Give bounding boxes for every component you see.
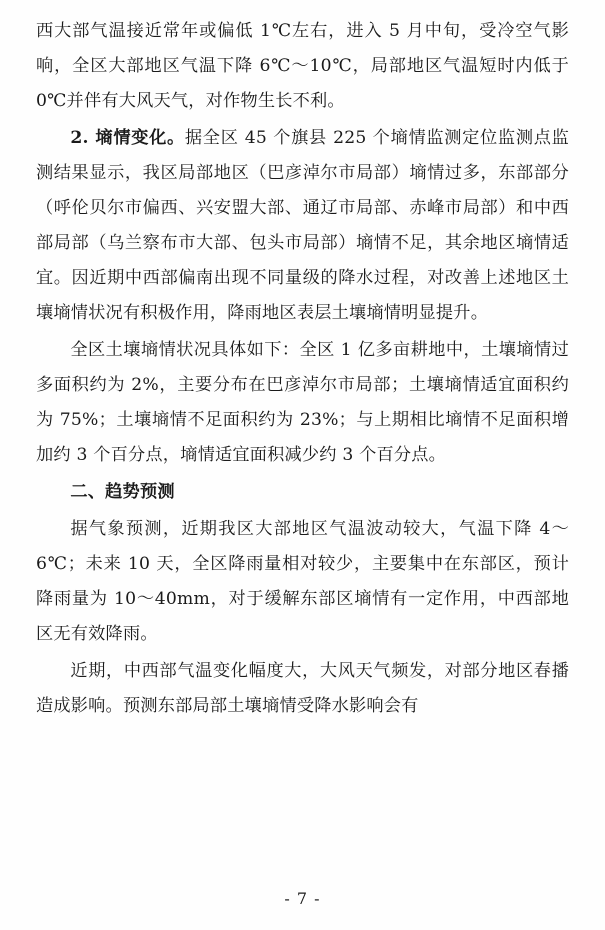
paragraph-moisture-detail: 全区土壤墒情状况具体如下：全区 1 亿多亩耕地中，土壤墒情过多面积约为 2%，主要分布在巴彦淖尔市局部；土壤墒情适宜面积约为 75%；土壤墒情不足面积约为 23%；与上期相比墒情不足面积增加约 3 个百分点，墒情适宜面积减少约 3 个百分点。 <box>36 340 569 465</box>
paragraph-spring-sowing: 近期，中西部气温变化幅度大，大风天气频发，对部分地区春播造成影响。预测东部局部土壤墒情受降水影响会有 <box>36 661 569 716</box>
paragraph-weather-forecast: 据气象预测，近期我区大部地区气温波动较大，气温下降 4～6℃；未来 10 天，全区降雨量相对较少，主要集中在东部区，预计降雨量为 10～40mm，对于缓解东部区墒情有一定作用，中西部地区无有效降雨。 <box>36 519 569 644</box>
paragraph-moisture-change <box>36 121 569 331</box>
paragraph-continuation: 西大部气温接近常年或偏低 1℃左右，进入 5 月中旬，受冷空气影响，全区大部地区气温下降 6℃～10℃，局部地区气温短时内低于 0℃并伴有大风天气，对作物生长不利。 <box>36 21 569 111</box>
section-heading-trend-forecast: 二、趋势预测 <box>70 482 175 502</box>
document-body <box>36 14 569 724</box>
paragraph-lead-body: 据全区 45 个旗县 225 个墒情监测定位监测点监测结果显示，我区局部地区（巴彦淖尔市局部）墒情过多，东部部分（呼伦贝尔市偏西、兴安盟大部、通辽市局部、赤峰市局部）和中西部局部（乌兰察布市大部、包头市局部）墒情不足，其余地区墒情适宜。因近期中西部偏南出现不同量级的降水过程，对改善上述地区土壤墒情状况有积极作用，降雨地区表层土壤墒情明显提升。 <box>36 128 569 323</box>
paragraph-lead-label: 2. 墒情变化。 <box>70 128 185 148</box>
page-number: - 7 - <box>284 889 321 908</box>
